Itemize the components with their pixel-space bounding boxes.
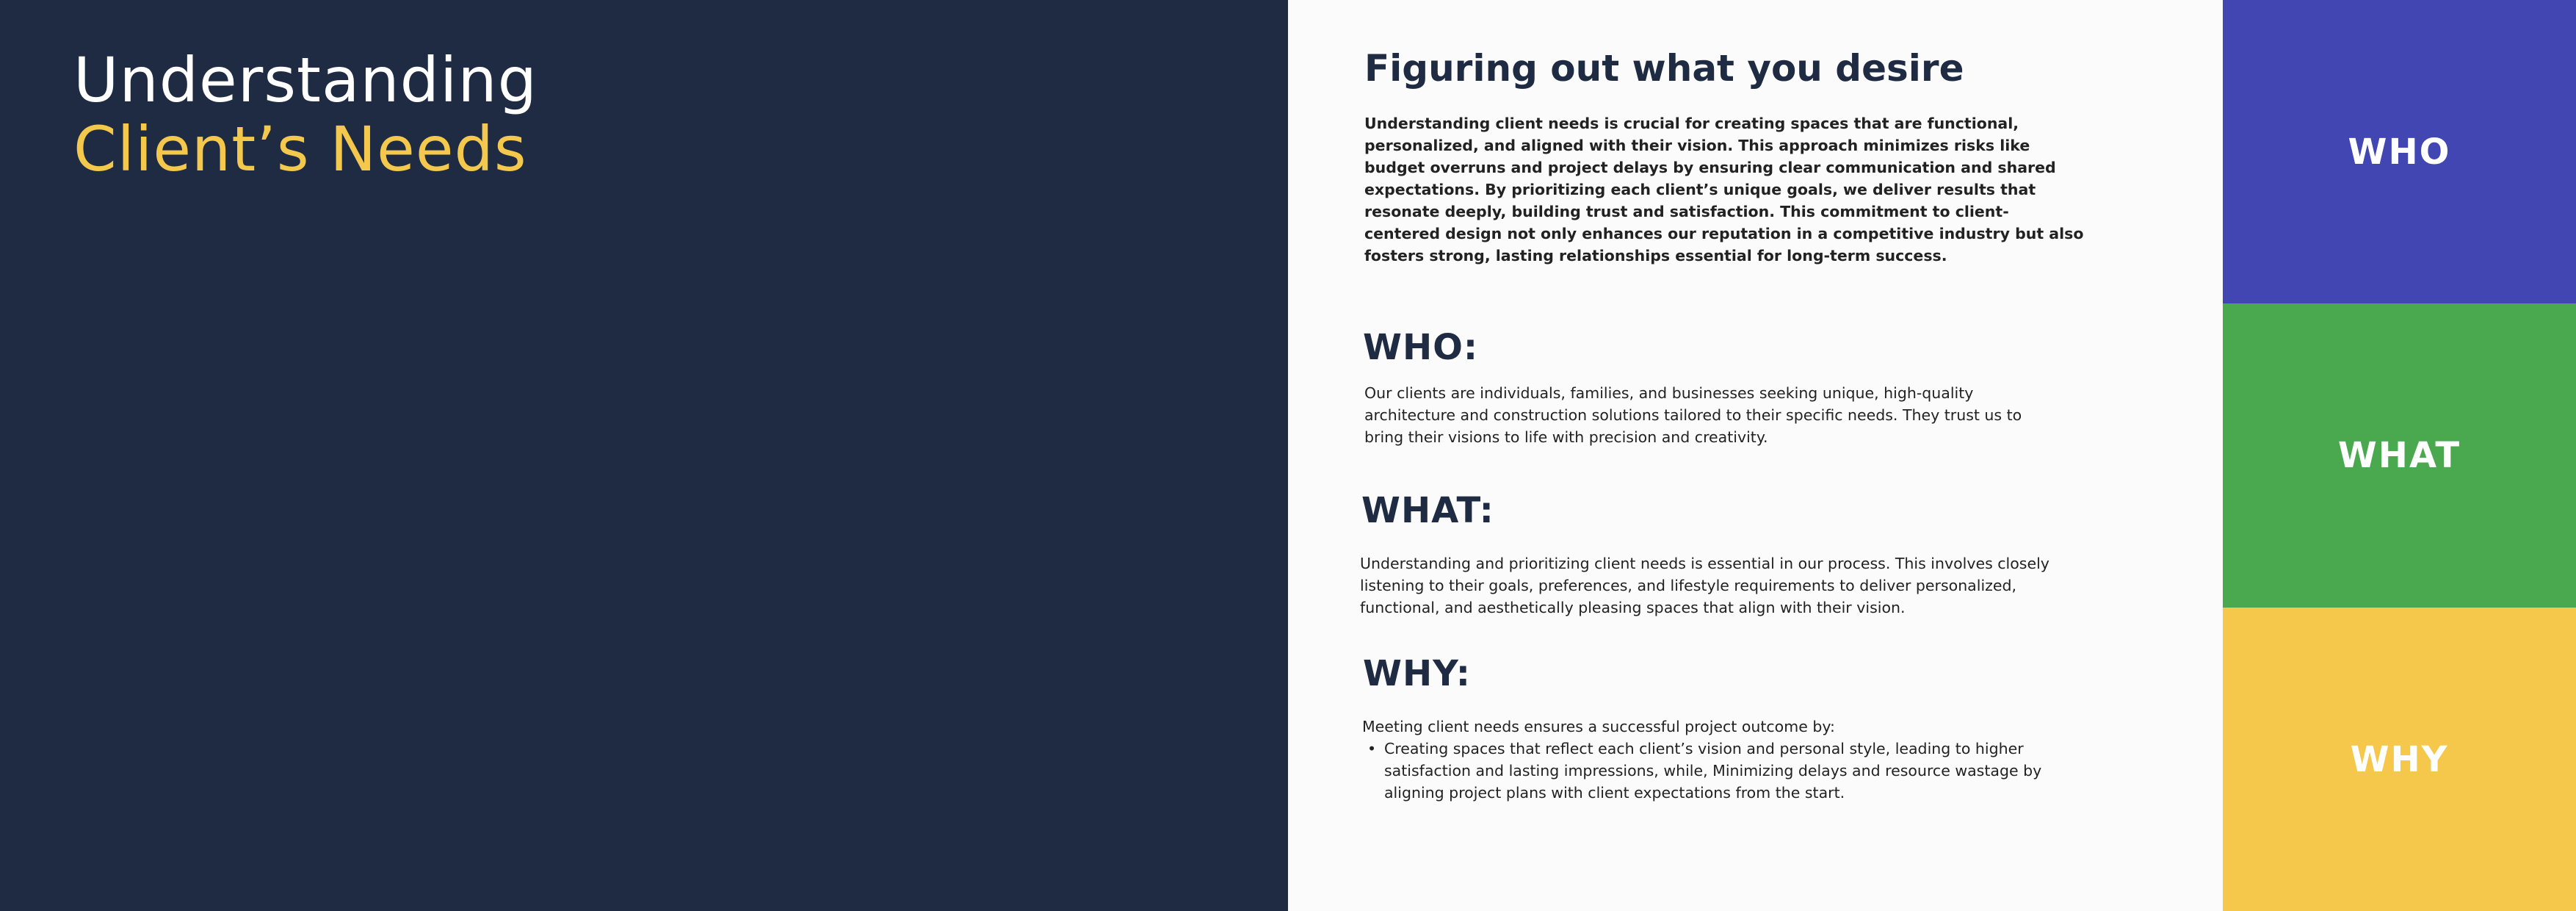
hero-title bbox=[73, 46, 538, 184]
why-bullet-list bbox=[1367, 738, 2065, 804]
why-section-title: WHY: bbox=[1363, 653, 1471, 694]
content-heading: Figuring out what you desire bbox=[1364, 47, 1964, 90]
what-section-title: WHAT: bbox=[1361, 490, 1494, 531]
bullet-dot-icon: • bbox=[1367, 740, 1377, 757]
hero-title-line1: Understanding bbox=[73, 44, 538, 116]
intro-text-part2: , we deliver results that resonate deeply, building trust and satisfaction. This commitment to client-centered design not only enhances our reputation in a competitive industry but also fosters strong, lasting relationships essential for long-term success. bbox=[1364, 181, 2084, 264]
intro-paragraph bbox=[1364, 112, 2084, 267]
why-tile bbox=[2223, 608, 2576, 911]
what-tile bbox=[2223, 303, 2576, 608]
why-bullet-item bbox=[1367, 738, 2065, 804]
who-tile bbox=[2223, 0, 2576, 303]
intro-text-part1: Understanding client needs is crucial for creating spaces that are functional, personalized, and aligned with their vision. This approach minimizes risks like budget overruns and project delays by ensuring clear communication and shared expectations. By bbox=[1364, 115, 2056, 198]
who-section-body: Our clients are individuals, families, and businesses seeking unique, high-quality architecture and construction solutions tailored to their specific needs. They trust us to bring their visions to life with precision and creativity. bbox=[1364, 384, 2022, 446]
what-tile-label: WHAT bbox=[2337, 435, 2461, 476]
what-section-body: Understanding and prioritizing client needs is essential in our process. This involves closely listening to their goals, preferences, and lifestyle requirements to deliver personalized, functional, and aesthetically pleasing spaces that align with their vision. bbox=[1360, 555, 2049, 616]
intro-emphasis: prioritizing each client’s unique goals bbox=[1511, 181, 1833, 198]
who-tile-label: WHO bbox=[2348, 131, 2451, 173]
hero-title-line2: Client’s Needs bbox=[73, 113, 527, 185]
why-bullet-text: Creating spaces that reflect each client’s vision and personal style, leading to higher satisfaction and lasting impressions, while, Minimizing delays and resource wastage by aligning project plans with client expectations from the start. bbox=[1384, 740, 2042, 802]
why-section-intro: Meeting client needs ensures a successful project outcome by: bbox=[1362, 718, 1835, 735]
why-tile-label: WHY bbox=[2350, 738, 2449, 780]
who-section-title: WHO: bbox=[1363, 327, 1479, 368]
